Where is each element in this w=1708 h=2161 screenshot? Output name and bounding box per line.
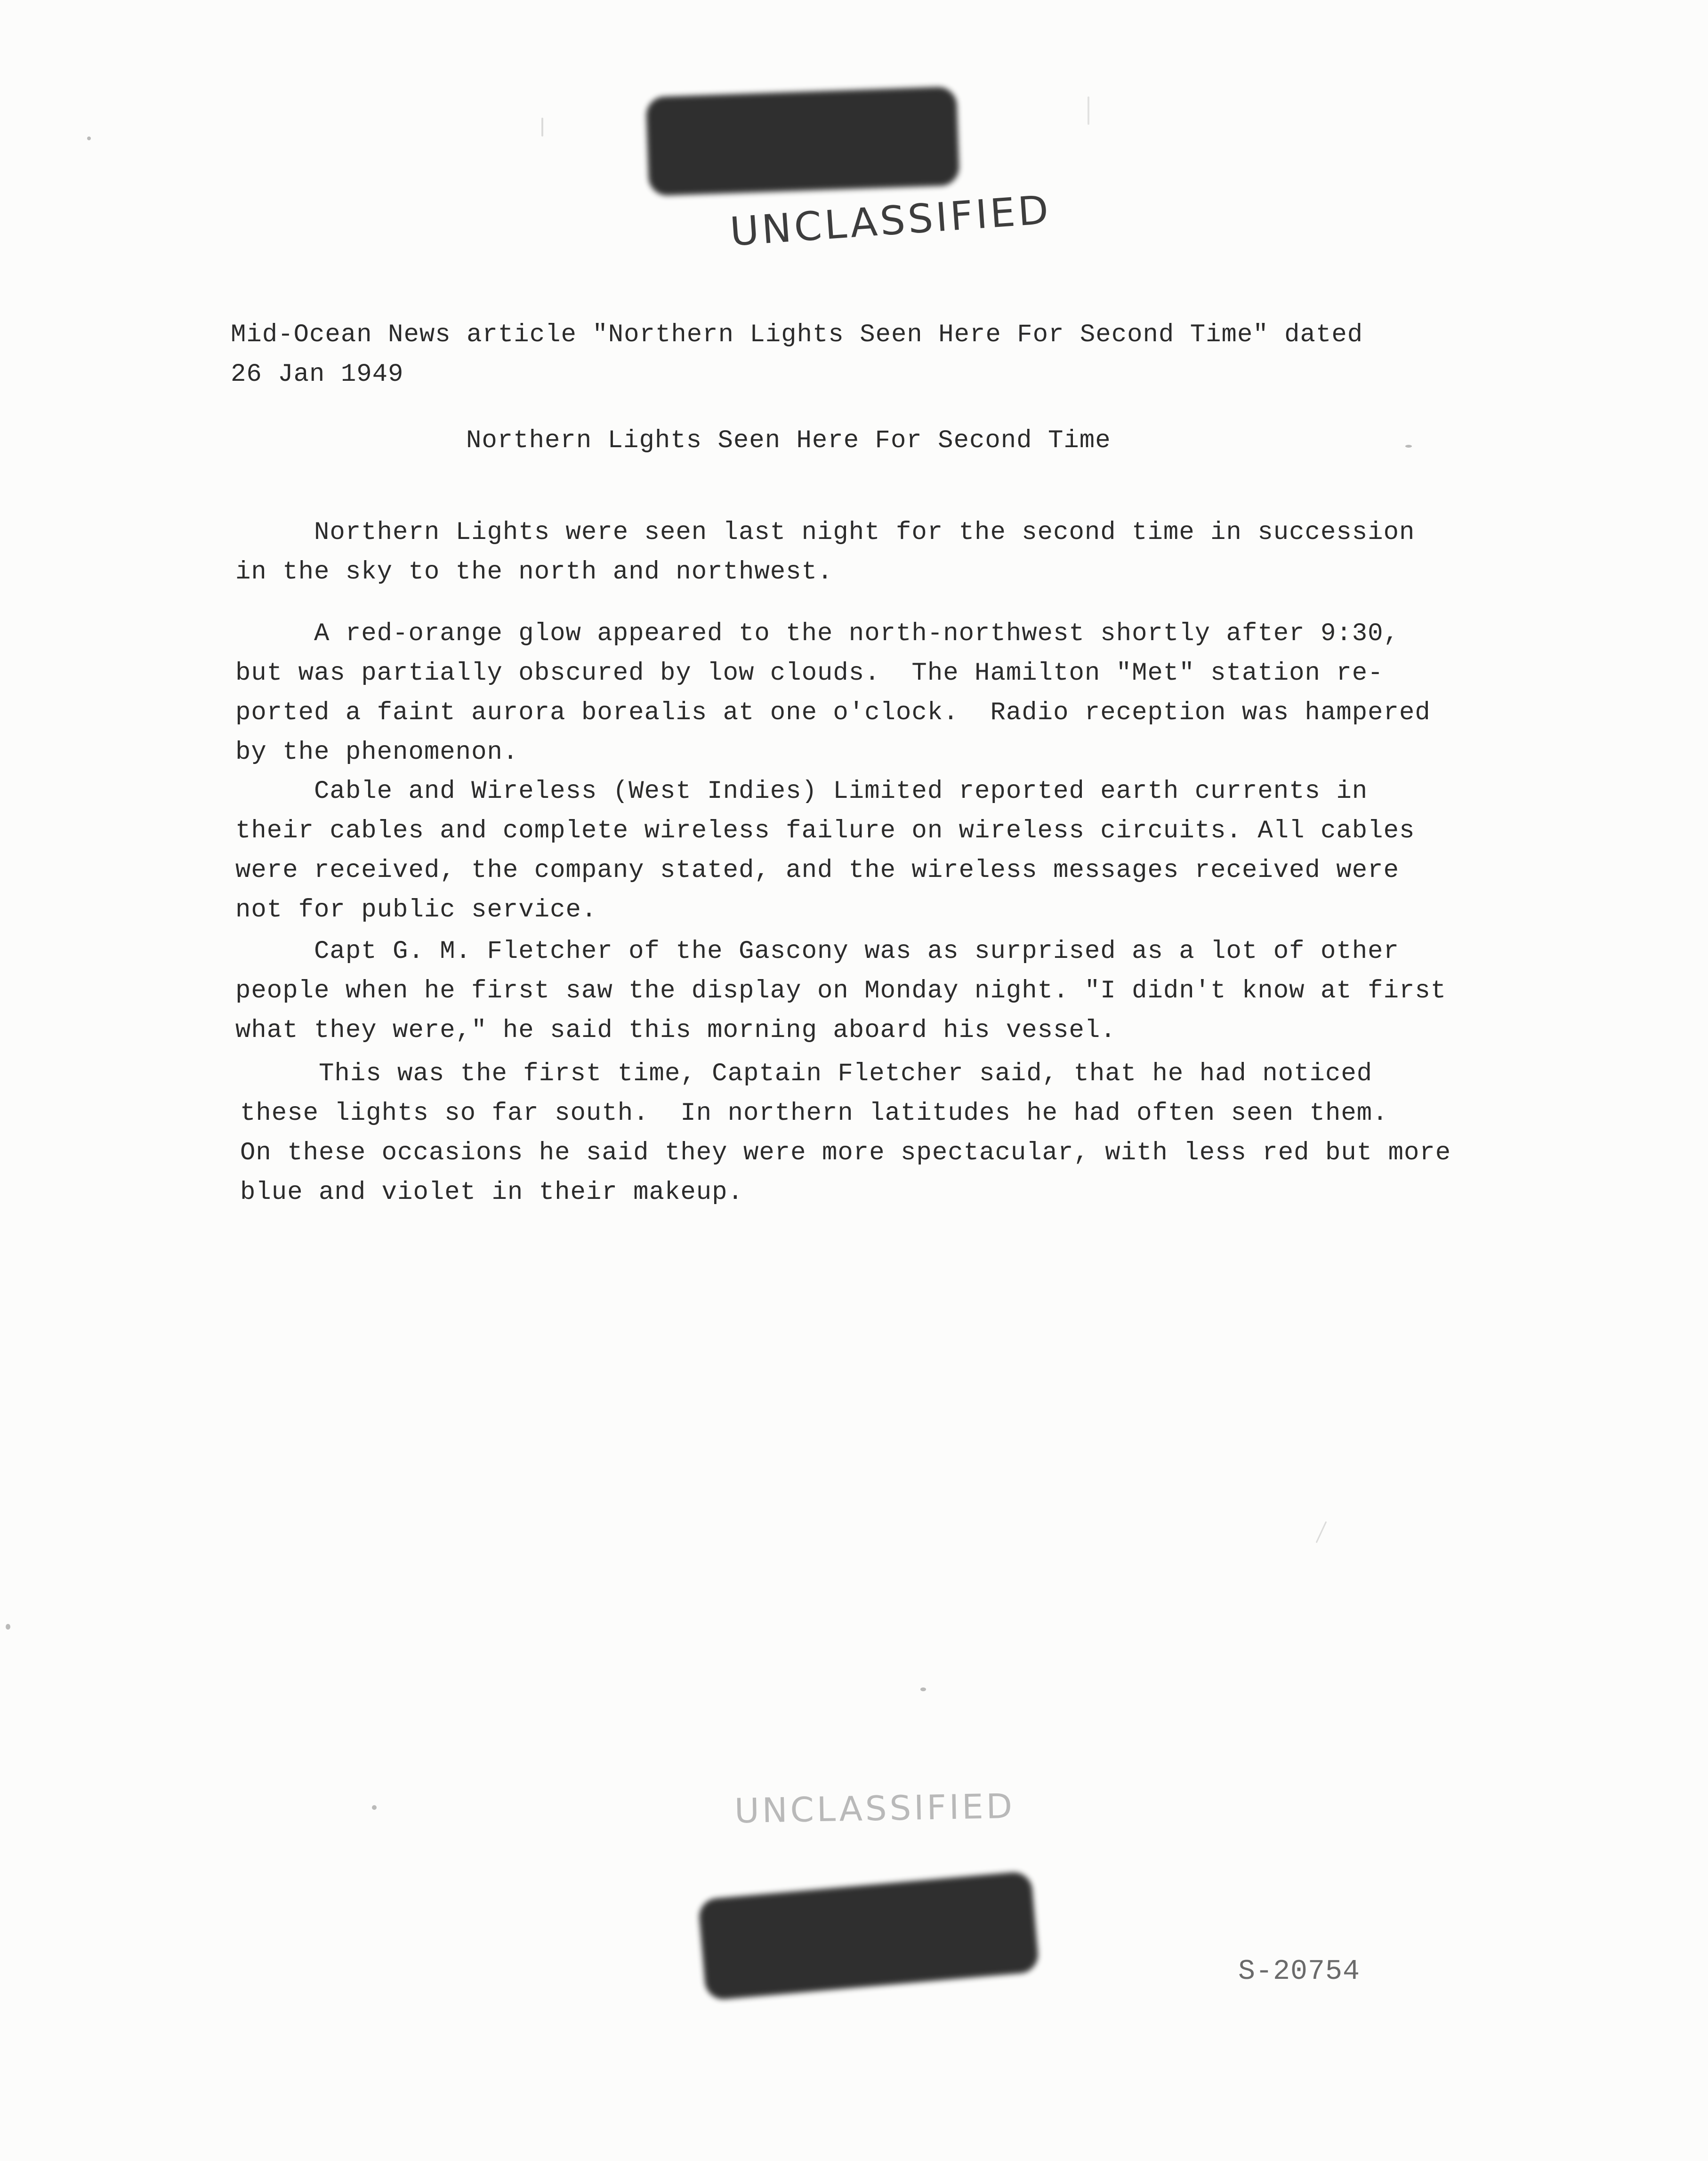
paragraph-line: not for public service. bbox=[235, 896, 597, 924]
paragraph-line: by the phenomenon. bbox=[235, 738, 519, 767]
paragraph-line: people when he first saw the display on Monday night. "I didn't know at first bbox=[235, 977, 1447, 1005]
caption-line: 26 Jan 1949 bbox=[231, 360, 404, 389]
redaction-bar-top bbox=[646, 87, 960, 196]
paragraph-line: were received, the company stated, and the wireless messages received were bbox=[235, 856, 1399, 885]
paragraph-line: these lights so far south. In northern latitudes he had often seen them. bbox=[240, 1099, 1388, 1128]
scan-speck bbox=[372, 1805, 377, 1810]
document-number: S-20754 bbox=[1238, 1956, 1361, 1988]
body-paragraph-4 bbox=[235, 932, 1446, 1051]
caption-line: Mid-Ocean News article "Northern Lights Seen Here For Second Time" dated bbox=[231, 321, 1363, 349]
paragraph-line: ported a faint aurora borealis at one o'clock. Radio reception was hampered bbox=[235, 699, 1431, 727]
paragraph-line: blue and violet in their makeup. bbox=[240, 1178, 743, 1207]
paragraph-line: This was the first time, Captain Fletcher said, that he had noticed bbox=[240, 1060, 1373, 1088]
paragraph-line: On these occasions he said they were more spectacular, with less red but more bbox=[240, 1139, 1451, 1167]
scan-speck bbox=[87, 137, 91, 140]
paragraph-line: Cable and Wireless (West Indies) Limited reported earth currents in bbox=[235, 777, 1368, 806]
redaction-bar-bottom bbox=[698, 1871, 1039, 2000]
scan-speck bbox=[6, 1624, 10, 1630]
scan-speck bbox=[1088, 96, 1089, 125]
body-paragraph-3 bbox=[235, 772, 1415, 930]
scan-speck bbox=[1405, 445, 1412, 448]
classification-stamp-top: UNCLASSIFIED bbox=[728, 186, 1053, 255]
scan-speck bbox=[541, 118, 543, 137]
paragraph-line: A red-orange glow appeared to the north-northwest shortly after 9:30, bbox=[235, 619, 1399, 648]
article-headline: Northern Lights Seen Here For Second Time bbox=[466, 426, 1111, 455]
document-caption bbox=[231, 315, 1363, 394]
scan-speck bbox=[920, 1687, 926, 1691]
paragraph-line: Northern Lights were seen last night for the second time in succession bbox=[235, 518, 1415, 547]
body-paragraph-2 bbox=[235, 614, 1431, 772]
classification-stamp-bottom: UNCLASSIFIED bbox=[734, 1786, 1015, 1831]
body-paragraph-5 bbox=[240, 1054, 1451, 1213]
paragraph-line: but was partially obscured by low clouds. The Hamilton "Met" station re- bbox=[235, 659, 1384, 688]
body-paragraph-1 bbox=[235, 513, 1415, 592]
paragraph-line: in the sky to the north and northwest. bbox=[235, 558, 833, 586]
scan-speck bbox=[1316, 1521, 1327, 1543]
paragraph-line: Capt G. M. Fletcher of the Gascony was as surprised as a lot of other bbox=[235, 937, 1399, 966]
paragraph-line: what they were," he said this morning aboard his vessel. bbox=[235, 1016, 1116, 1045]
paragraph-line: their cables and complete wireless failure on wireless circuits. All cables bbox=[235, 817, 1415, 845]
